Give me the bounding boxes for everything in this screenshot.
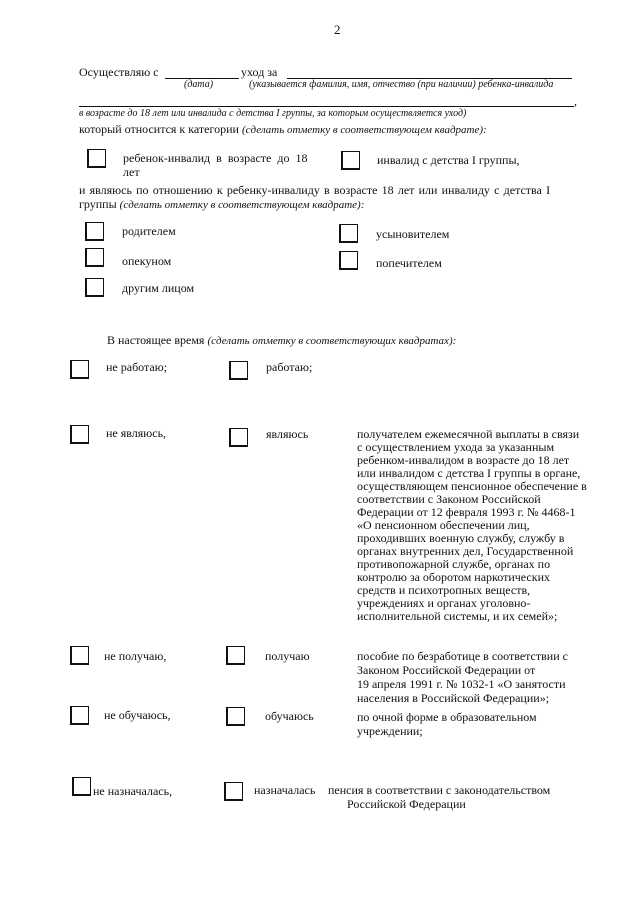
checkbox-not-working[interactable] bbox=[70, 360, 89, 379]
hint-date: (дата) bbox=[184, 79, 214, 90]
checkbox-not-recipient[interactable] bbox=[70, 425, 89, 444]
checkbox-studying[interactable] bbox=[226, 707, 245, 726]
option-not-receiving: не получаю, bbox=[104, 649, 167, 663]
option-parent: родителем bbox=[122, 224, 176, 238]
payment-text bbox=[357, 428, 609, 623]
header-comma: , bbox=[574, 94, 577, 108]
benefit-text-line: 19 апреля 1991 г. № 1032-1 «О занятости bbox=[357, 677, 566, 691]
payment-text-line: контролю за оборотом наркотических bbox=[357, 570, 551, 584]
header-line4 bbox=[79, 122, 487, 137]
checkbox-pension-assigned[interactable] bbox=[224, 782, 243, 801]
payment-text-line: органах внутренних дел, Государственной bbox=[357, 544, 574, 558]
header-line4-main: который относится к категории bbox=[79, 122, 239, 136]
option-other-person: другим лицом bbox=[122, 281, 195, 295]
header-middle: уход за bbox=[241, 65, 278, 79]
payment-text-line: исполнительной системы, и их семей»; bbox=[357, 609, 558, 623]
checkbox-recipient[interactable] bbox=[229, 428, 248, 447]
checkbox-not-studying[interactable] bbox=[70, 706, 89, 725]
option-not-studying: не обучаюсь, bbox=[104, 708, 171, 722]
option-receiving: получаю bbox=[265, 649, 310, 663]
payment-text-line: проходивших военную службу, службу в bbox=[357, 531, 565, 545]
relation-intro-main: группы bbox=[79, 197, 117, 211]
option-disabled-since-childhood: инвалид с детства I группы, bbox=[377, 153, 520, 167]
payment-text-line: получателем ежемесячной выплаты в связи bbox=[357, 427, 580, 441]
checkbox-adopter[interactable] bbox=[339, 224, 358, 243]
payment-text-line: соответствии с Законом Российской bbox=[357, 492, 541, 506]
option-child-disabled-line2: лет bbox=[123, 165, 140, 179]
payment-text-line: с осуществлением ухода за указанным bbox=[357, 440, 555, 454]
page-number: 2 bbox=[334, 22, 341, 37]
checkbox-receiving[interactable] bbox=[226, 646, 245, 665]
pension-text-line1: пенсия в соответствии с законодательством bbox=[328, 783, 551, 797]
header-line3: в возрасте до 18 лет или инвалида с детства I группы, за которым осуществляется уход) bbox=[79, 108, 467, 119]
current-intro-hint: (сделать отметку в соответствующих квадратах): bbox=[207, 335, 457, 347]
checkbox-not-receiving[interactable] bbox=[70, 646, 89, 665]
option-guardian: опекуном bbox=[122, 254, 172, 268]
payment-text-line: или инвалидом с детства I группы в органе, bbox=[357, 466, 581, 480]
header-line4-hint: (сделать отметку в соответствующем квадрате): bbox=[241, 124, 487, 136]
option-not-working: не работаю; bbox=[106, 360, 168, 374]
checkbox-working[interactable] bbox=[229, 361, 248, 380]
pension-text-line2: Российской Федерации bbox=[347, 797, 466, 811]
checkbox-pension-not-assigned[interactable] bbox=[72, 777, 91, 796]
study-text-line: по очной форме в образовательном bbox=[357, 710, 537, 724]
benefit-text-line: населения в Российской Федерации»; bbox=[357, 691, 550, 705]
option-trustee: попечителем bbox=[376, 256, 442, 270]
checkbox-guardian[interactable] bbox=[85, 248, 104, 267]
payment-text-line: Федерации от 12 февраля 1993 г. № 4468-1 bbox=[357, 505, 576, 519]
current-intro bbox=[107, 333, 456, 348]
benefit-text-line: Законом Российской Федерации от bbox=[357, 663, 536, 677]
option-recipient: являюсь bbox=[266, 427, 309, 441]
checkbox-other-person[interactable] bbox=[85, 278, 104, 297]
current-intro-main: В настоящее время bbox=[107, 333, 205, 347]
header-prefix: Осуществляю с bbox=[79, 65, 159, 79]
checkbox-disabled-since-childhood[interactable] bbox=[341, 151, 360, 170]
benefit-text-line: пособие по безработице в соответствии с bbox=[357, 649, 568, 663]
option-studying: обучаюсь bbox=[265, 709, 314, 723]
relation-intro-hint: (сделать отметку в соответствующем квадрате): bbox=[119, 199, 365, 211]
hint-name: (указывается фамилия, имя, отчество (при наличии) ребенка-инвалида bbox=[249, 79, 554, 90]
payment-text-line: средств и психотропных веществ, bbox=[357, 583, 531, 597]
payment-text-line: осуществляющем пенсионное обеспечение в bbox=[357, 479, 587, 493]
study-text-line: учреждении; bbox=[357, 724, 423, 738]
benefit-text bbox=[357, 649, 609, 705]
option-pension-not-assigned: не назначалась, bbox=[93, 784, 173, 798]
option-child-disabled-line1: ребенок-инвалид в возрасте до 18 bbox=[123, 151, 308, 165]
relation-intro-line2 bbox=[79, 197, 364, 212]
payment-text-line: учреждениях и органах уголовно- bbox=[357, 596, 531, 610]
option-not-recipient: не являюсь, bbox=[106, 426, 167, 440]
relation-intro-line1: и являюсь по отношению к ребенку-инвалиду в возрасте 18 лет или инвалиду с детства I bbox=[79, 183, 551, 197]
payment-text-line: ребенком-инвалидом в возрасте до 18 лет bbox=[357, 453, 570, 467]
option-pension-assigned: назначалась bbox=[254, 783, 316, 797]
option-adopter: усыновителем bbox=[376, 227, 450, 241]
checkbox-trustee[interactable] bbox=[339, 251, 358, 270]
checkbox-child-disabled[interactable] bbox=[87, 149, 106, 168]
option-working: работаю; bbox=[266, 360, 313, 374]
payment-text-line: «О пенсионном обеспечении лиц, bbox=[357, 518, 530, 532]
name-field-line-2[interactable] bbox=[79, 106, 574, 107]
checkbox-parent[interactable] bbox=[85, 222, 104, 241]
payment-text-line: противопожарной службе, органах по bbox=[357, 557, 551, 571]
study-text bbox=[357, 710, 609, 738]
